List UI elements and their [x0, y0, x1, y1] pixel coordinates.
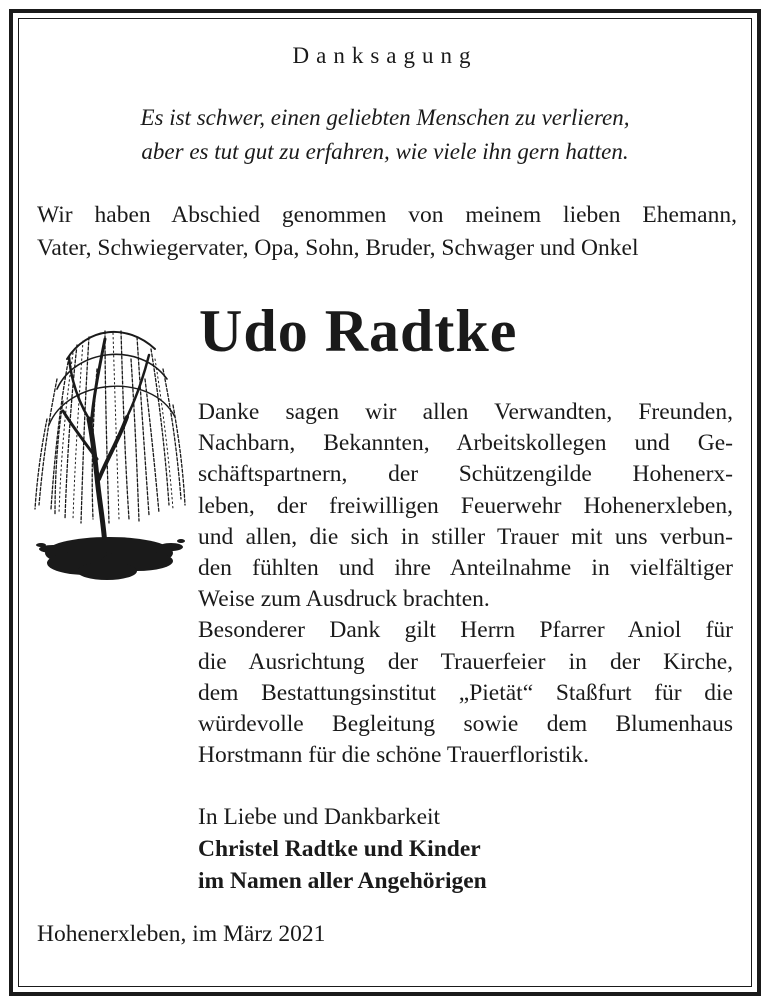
intro-line-1: Wir haben Abschied genommen von meinem lieben Ehemann, [37, 202, 737, 228]
thanks-line: Besonderer Dank gilt Herrn Pfarrer Aniol für [198, 617, 733, 644]
thanks-line: würdevolle Begleitung sowie dem Blumenhaus [198, 711, 733, 738]
closing-phrase: In Liebe und Dankbarkeit [198, 804, 441, 830]
thanks-line: Weise zum Ausdruck brachten. [198, 586, 490, 613]
intro-text [37, 199, 737, 265]
thanks-line: Horstmann für die schöne Trauerfloristik. [198, 742, 589, 769]
obituary-notice [9, 9, 761, 996]
place-date: Hohenerxleben, im März 2021 [37, 921, 326, 947]
intro-line-2: Vater, Schwiegervater, Opa, Sohn, Bruder, Schwager und Onkel [37, 235, 639, 261]
weeping-willow-icon [27, 309, 187, 585]
thanks-line: Danke sagen wir allen Verwandten, Freunden, [198, 399, 733, 425]
quote [13, 101, 757, 169]
thanks-line: Nachbarn, Bekannten, Arbeitskollegen und Ge- [198, 430, 733, 457]
quote-line-1: Es ist schwer, einen geliebten Menschen zu verlieren, [140, 105, 630, 130]
thanks-line: und allen, die sich in stiller Trauer mit uns verbun- [198, 523, 733, 550]
thanks-line: dem Bestattungsinstitut „Pietät“ Staßfurt für die [198, 679, 733, 706]
signatory-note: im Namen aller Angehörigen [198, 868, 487, 894]
deceased-name: Udo Radtke [199, 298, 518, 364]
quote-line-2: aber es tut gut zu erfahren, wie viele ihn gern hatten. [141, 139, 629, 164]
closing-signature [198, 801, 487, 897]
thanks-line: die Ausrichtung der Trauerfeier in der Kirche, [198, 648, 733, 675]
thanks-line: leben, der freiwilligen Feuerwehr Hohenerxleben, [198, 492, 733, 519]
thanks-line: schäftspartnern, der Schützengilde Hohenerx- [198, 461, 733, 488]
heading: Danksagung [292, 43, 478, 68]
thanks-line: den fühlten und ihre Anteilnahme in vielfältiger [198, 555, 733, 582]
thanks-text [198, 397, 733, 771]
signatory: Christel Radtke und Kinder [198, 836, 481, 862]
